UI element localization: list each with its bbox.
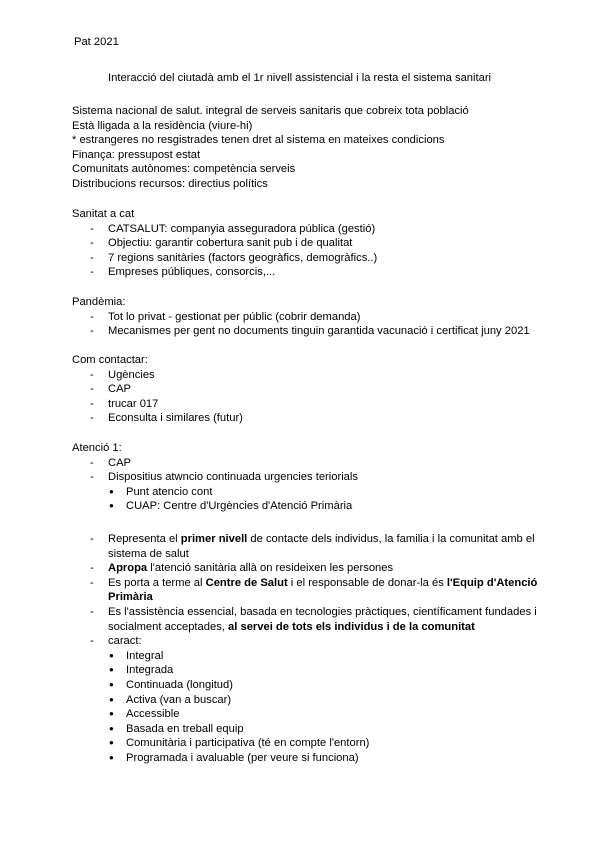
list-item: - Es porta a terme al Centre de Salut i el responsable de donar-la és l'Equip d'Atenció Primària xyxy=(72,576,542,605)
pandemia-list xyxy=(72,310,530,339)
sub-list-item: ● Punt atencio cont xyxy=(72,485,542,500)
list-item: - 7 regions sanitàries (factors geogràfics, demogràfics..) xyxy=(72,251,377,266)
list-item: - caract: xyxy=(72,634,542,649)
list-item: - Mecanismes per gent no documents tinguin garantida vacunació i certificat juny 2021 xyxy=(72,324,530,339)
section-heading: Sanitat a cat xyxy=(72,208,135,220)
section-atencio xyxy=(72,441,542,765)
sub-list-item: ● Accessible xyxy=(72,707,542,722)
intro-line: Distribucions recursos: directius polítics xyxy=(72,177,268,190)
intro-line: Comunitats autònomes: competència serveis xyxy=(72,163,296,176)
list-item: - Dispositius atwncio continuada urgencies teriorials xyxy=(72,470,542,485)
sub-list-item: ● Integral xyxy=(72,649,542,664)
intro-line: Sistema nacional de salut. integral de serveis sanitaris que cobreix tota població xyxy=(72,105,469,117)
list-item: - Apropa l'atenció sanitària allà on resideixen les persones xyxy=(72,561,542,576)
section-heading: Pandèmia: xyxy=(72,296,126,308)
atencio-description-list xyxy=(72,532,542,649)
list-item: - Empreses públiques, consorcis,... xyxy=(72,265,377,280)
list-item: - CATSALUT: companyia asseguradora pública (gestió) xyxy=(72,222,377,237)
list-item: - CAP xyxy=(72,382,243,397)
list-item: - Econsulta i similares (futur) xyxy=(72,411,243,426)
sub-list-item: ● Integrada xyxy=(72,663,542,678)
list-item: - Ugències xyxy=(72,368,243,383)
sub-list-item: ● CUAP: Centre d'Urgències d'Atenció Primària xyxy=(72,499,542,514)
contactar-list xyxy=(72,368,243,426)
list-item: - Es l'assistència essencial, basada en tecnologies pràctiques, científicament fundades i socialment acceptades, al servei de tots els individus i de la comunitat xyxy=(72,605,542,634)
caract-sublist xyxy=(72,649,542,766)
section-pandemia xyxy=(72,295,530,339)
sub-list-item: ● Programada i avaluable (per veure si funciona) xyxy=(72,751,542,766)
list-item: - CAP xyxy=(72,456,542,471)
section-heading: Atenció 1: xyxy=(72,442,122,454)
document-title: Interacció del ciutadà amb el 1r nivell assistencial i la resta el sistema sanitari xyxy=(108,72,492,84)
sub-list-item: ● Continuada (longitud) xyxy=(72,678,542,693)
list-item: - Tot lo privat - gestionat per públic (cobrir demanda) xyxy=(72,310,530,325)
intro-line: Finança: pressupost estat xyxy=(72,148,201,161)
section-heading: Com contactar: xyxy=(72,354,148,366)
list-item: - trucar 017 xyxy=(72,397,243,412)
header-text: Pat 2021 xyxy=(74,36,119,48)
atencio-list xyxy=(72,456,542,485)
intro-line: Està lligada a la residència (viure-hi) xyxy=(72,119,253,132)
sub-list-item: ● Activa (van a buscar) xyxy=(72,693,542,708)
section-contactar xyxy=(72,353,243,426)
sub-list-item: ● Comunitària i participativa (té en compte l'entorn) xyxy=(72,736,542,751)
intro-block xyxy=(72,104,469,192)
sanitat-list xyxy=(72,222,377,280)
dispositius-sublist xyxy=(72,485,542,514)
sub-list-item: ● Basada en treball equip xyxy=(72,722,542,737)
list-item: - Representa el primer nivell de contacte dels individus, la familia i la comunitat amb el sistema de salut xyxy=(72,532,542,561)
list-item: - Objectiu: garantir cobertura sanit pub i de qualitat xyxy=(72,236,377,251)
intro-line: * estrangeres no resgistrades tenen dret al sistema en mateixes condicions xyxy=(72,134,445,147)
section-sanitat xyxy=(72,207,377,280)
